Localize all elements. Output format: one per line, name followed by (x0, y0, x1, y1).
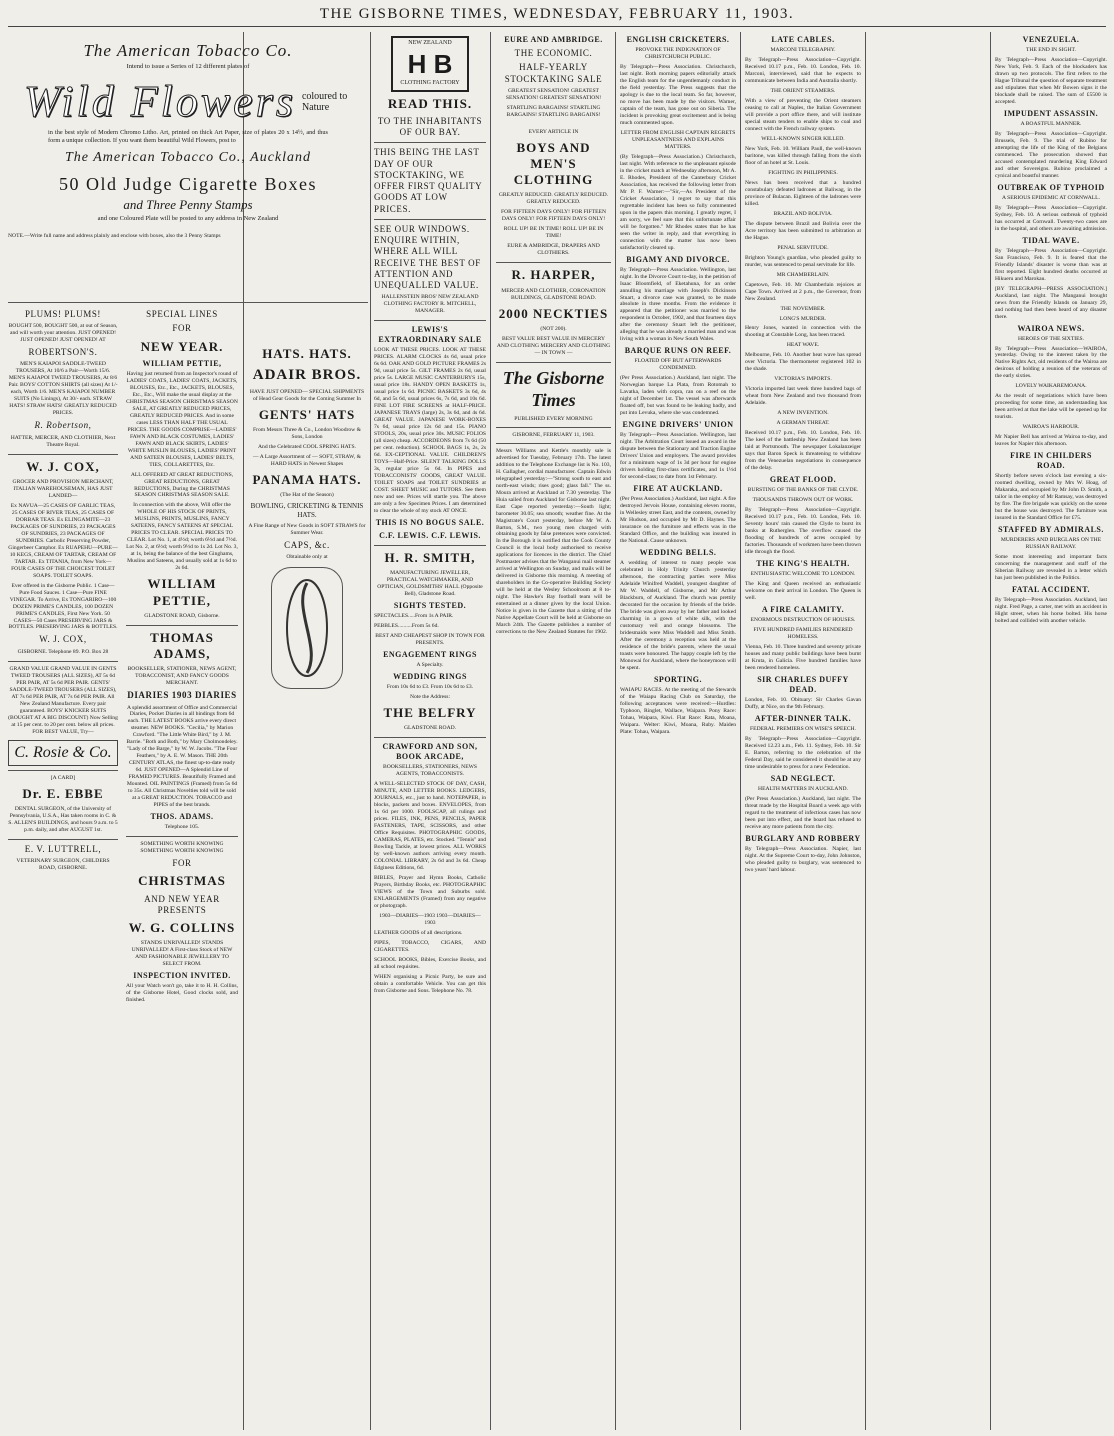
soft-hats: — A Large Assortment of — SOFT, STRAW, & HARD HATS in Newest Shapes (253, 454, 361, 468)
bargains: STARTLING BARGAINS! STARTLING BARGAINS! STARTLING BARGAINS! (506, 104, 601, 118)
barque-heading: BARQUE RUNS ON REEF. (624, 346, 732, 356)
robertson-role: HATTER, MERCER, AND CLOTHIER, Next Theatre Royal. (10, 434, 116, 448)
tobacco-address: The American Tobacco Co., Auckland (64, 150, 312, 166)
adams-role: BOOKSELLER, STATIONER, NEWS AGENT, TOBACCONIST, AND FANCY GOODS MERCHANT. (127, 666, 237, 687)
column-5 (496, 32, 611, 1430)
panama-heading: PANAMA HATS. (252, 472, 362, 488)
adair-from: From Messrs Three & Co., London Woodrow & Sons, London (253, 427, 361, 441)
crawford-diaries: 1903—DIARIES—1903 1903—DIARIES—1903 (379, 912, 481, 926)
cox-body: Ex NAVUA—25 CASES OF GARLIC TEAS, 25 CASES OF RIVER TEAS, 25 CASES OF DORBAR TEAS. Ex ELINGAMITE—23 PACKAGES OF SUNDRIES, 23 PACKAGES OF SUNDRIES, 23 PACKAGES OF SUNDRIES. Carbolic Preserving Powder, Gingerbeer Camphor. Ex RUAPEHU—PURE—10 KEGS, CREAM OF TARTAR, CREAM OF TARTAR. Ex TITANIA, from New York—FOUR CASES OF THE CHOICEST TOILET SOAPS. TOILET SOAPS. (8, 502, 118, 579)
neglect-sub: HEALTH MATTERS IN AUCKLAND. (758, 785, 848, 792)
crawford-role: BOOKSELLERS, STATIONERS, NEWS AGENTS, TOBACCONISTS. (382, 764, 478, 778)
harper-heading: R. HARPER, (511, 267, 596, 283)
penal-body: Brighton Young's guardian, who pleaded guilty to murder, was sentenced to penal servitude for life. (745, 254, 861, 268)
column-4 (374, 32, 486, 1430)
adair-heading: ADAIR BROS. (252, 367, 362, 384)
masthead-rule (8, 26, 1106, 27)
adams-body: A splendid assortment of Office and Commercial Diaries, Pocket Diaries in all bindings from 6d each. THE LATEST BOOKS arrive every direct steamer. NEW BOOKS. "Cecilia," by Marion Crawford. "The Little White Bird," by J. M. Barrie. "Both and Both," by Mary Cholmondeley. "Lady of the Barge," by W. W. Jacobs. "The Four Feathers," by A. E. W. Mason. THE 20th CENTURY ATLAS, the finest up-to-date ready 6d. JUST OPENED—A Splendid Line of FRAMED PICTURES. Beautifully Framed and Mounted. OIL PAINTINGS (Framed) from 5s 6d to 35s. All Christmas Novelties told will be sold at a GREAT REDUCTION. TOBACCO and PIPES of the best brands. (126, 704, 238, 809)
gents-hats: GENTS' HATS (258, 406, 356, 422)
heat-body: Melbourne, Feb. 10. Another heat wave has spread over Victoria. The thermometer registered 102 in the shade. (745, 352, 861, 373)
crawford-body: A WELL-SELECTED STOCK OF DAY, CASH, MINUTE, AND LETTER BOOKS. LEDGERS, JOURNALS, etc., just to hand. NOTEPAPER, in blocks, packets and boxes. ENVELOPES, from 1s 6d per 1000. FOOLSCAP, all rulings and prices. FILES, INK, PENS, PENCILS, PAPER FASTENERS, TAPE, SCISSORS, and other Office Requisites. PHOTOGRAPHIC GOODS, CAMERAS, PLATES, etc. Stocked. "Tennis" and Bowling Tackle, at lowest prices. ALL WORKS by well-known authors arriving every month. COLONIAL LIBRARY, 2s 6d and 3s 6d. Cheap Edginess Editions, 6d. (374, 781, 486, 871)
typhoid-heading: OUTBREAK OF TYPHOID (997, 182, 1105, 192)
crawford-school: SCHOOL BOOKS, Bibles, Exercise Books, and all school requisites. (374, 956, 486, 970)
murder-body: Henry Jones, wanted in connection with the shooting at Constable Long, has been traced. (745, 325, 861, 339)
wedding-heading: WEDDING BELLS. (639, 548, 717, 558)
admirals-heading: STAFFED BY ADMIRALS. (998, 525, 1104, 535)
obtainable: Obtainable only at (286, 554, 328, 561)
half-yearly: HALF-YEARLY STOCKTAKING SALE (504, 62, 603, 84)
tidal-heading: TIDAL WAVE. (1022, 235, 1080, 245)
rule (374, 737, 486, 738)
neckties-sub: (NOT 200). (540, 325, 567, 332)
local-news: Messrs Williams and Kettle's monthly sale is advertised for Tuesday, February 17th. The latest addition to the Telephone Exchange list is No. 103, H. Gallagher, cordial manufacturer. Captain Edwin telegraphed yesterday:—"Strong south to east and north-east winds; rises good; glass fall." The ss. Moura arrived at Auckland at 7.30 yesterday. The Huia sailed from Auckland for Gisborne last night. East Cape reported yesterday:—South light; barometer 30.05; sea smooth; weather fine. At the Magistrate's Court yesterday, before Mr W. A. Barton, S.M., two young men charged with obtaining goods by false pretences were convicted. In the Borough it is notified that the Cook County Council is the local body authorised to receive applications for licences in the district. The Chief Postmaster advises that the Wanganui mail steamer arrived at Wellington on Sunday, and mails will be delivered in Gisborne this morning. A meeting of shareholders in the Co-operative Building Society will be held at the Wesley Schoolroom at 8 to-night. The Hawke's Bay football team will be entertained at a dinner given by the local Union. Notice is given in the Gazette that a sitting of the Native Appellate Court will be held at Gisborne on March 24th. The Gazette publishes a number of corrections to the New Zealand Statutes for 1902. (496, 447, 611, 636)
orient-heading: THE ORIENT STEAMERS. (770, 87, 836, 94)
windows: SEE OUR WINDOWS. ENQUIRE WITHIN, WHERE ALL WILL RECEIVE THE BEST OF ATTENTION AND UNEQUALLED VALUE. (374, 223, 481, 290)
orient-body: With a view of preventing the Orient steamers ceasing to call at Naples, the Italian Government will provide a port office there, and will institute special steam tenders to enable ships to coal and connect with the French railway system. (745, 97, 861, 132)
diaries-banner: DIARIES 1903 DIARIES (127, 690, 237, 701)
sensation: GREATEST SENSATION! GREATEST SENSATION! GREATEST SENSATION! (505, 87, 602, 101)
collins-tail: All your Watch won't go, take it to H. H. Collins, of the Gisborne Hotel, Good clocks sold, and finished. (126, 983, 238, 1004)
harper-role: MERCER AND CLOTHIER, CORONATION BUILDINGS, GLADSTONE ROAD. (501, 287, 606, 301)
for-label: FOR (172, 323, 192, 334)
adair-body: HAVE JUST OPENED— SPECIAL SHIPMENTS of Head Gear Goods for the Coming Summer In (249, 389, 365, 402)
dinner-body: By Telegraph—Press Association—Copyright. Received 12.23 a.m., Feb. 11. Sydney, Feb. 10. Sir E. Barton, referring to the celebration of the Federal Day, said he considered it should be at any time undesirable to press for a new Federation. (745, 735, 861, 770)
wild-flowers-heading: Wild Flowers (24, 77, 296, 127)
eure-heading: EURE AND AMBRIDGE. (504, 35, 603, 44)
last-day: THIS BEING THE LAST DAY OF OUR STOCKTAKING, WE OFFER FIRST QUALITY GOODS AT LOW PRICES. (374, 147, 482, 214)
column-divider (490, 32, 491, 1430)
king-sub: ENTHUSIASTIC WELCOME TO LONDON. (750, 571, 856, 578)
dinner-sub: FEDERAL PREMIERS ON WISE'S SPEECH. (750, 725, 856, 732)
inspection-invited: INSPECTION INVITED. (133, 971, 231, 981)
lewis-heading: LEWIS'S EXTRAORDINARY SALE (378, 325, 482, 345)
luttrell-body: VETERINARY SURGEON, CHILDERS ROAD, GISBORNE. (16, 857, 110, 871)
flood-sub-2: THOUSANDS THROWN OUT OF WORK. (752, 497, 854, 504)
venezuela-body: By Telegraph—Press Association—Copyright. New York, Feb. 9. Each of the blockaders has drawn up two protocols. The first refers to the Hague Tribunal the question of separate treatment and stipulates that when Mr Bowen signs it the blockade shall be raised. The sum of £5500 is accepted. (995, 56, 1107, 105)
column-divider (370, 32, 371, 1430)
boys-mens-clothing: BOYS AND MEN'S CLOTHING (513, 139, 594, 188)
pettie-reductions: ALL OFFERED AT GREAT REDUCTIONS, GREAT REDUCTIONS, GREAT REDUCTIONS, During the CHRISTMAS SEASON CHRISTMAS SEASON SALE. (130, 471, 234, 499)
wedding-rings-sub: From 10s 6d to £3. From 10s 6d to £3. (386, 683, 474, 690)
new-year-heading: NEW YEAR. (140, 338, 224, 354)
german-heading: A GERMAN THREAT. (776, 420, 830, 427)
letter-heading: LETTER FROM ENGLISH CAPTAIN REGRETS UNPLEASANTNESS AND EXPLAINS MATTERS. (620, 129, 736, 150)
belfry-heading: THE BELFRY (383, 704, 477, 720)
lewis-body: LOOK AT THESE PRICES. LOOK AT THESE PRICES. ALARM CLOCKS 4s 6d, usual price 6s 6d. OAK AND GOLD PICTURE FRAMES 2s 9d, usual price 5s. GILT FRAMES 2s 6d, usual price 5s. LARGE MUSIC CANTERBURYS 15s, usual price 18s. HANDY OPEN BASKETS 1s, usual price 1s 6d. PICNIC BASKETS 3s 6d, 4s 6d, and 5s 6d, usual prices 6s, 7s 6d, and 10s 6d. FINE LOT FIRE SCREENS at HALF-PRICE. JAPANESE TRAYS (large) 2s, 3s 6d, and 4s 6d. GREAT VALUE. JAPANESE WORK-BOXES 7s 6d, usual price 12s 6d and 15s. PIANO STOOLS, 20s, usual price 30s. MUSIC FOLIOS (all sizes) cheap. ACCORDEONS from 7s 6d (50 per cent. reduction). SCHOOL BAGS 1s, 2s, 2s 6d. EX-CEPTIONAL VALUE. CHILDREN'S TOYS—Half-Price. SILENT TALKING DOLLS 3s, regular price 5s 6d. In PIPES and TOBACCONISTS' GOODS, GREAT VALUE. TOILET SOAPS and TOILET SUNDRIES at COST. SHEET MUSIC and TUTORS. See them now and see. Prices will startle you. The above are only a few Specimen Prices. I am determined to clear the whole of my stock AT ONCE. (374, 347, 486, 514)
summer-range: A Fine Range of New Goods in SOFT STRAWS for Summer Wear. (248, 522, 366, 536)
adams-signature: THOS. ADAMS. (150, 812, 214, 822)
imports-heading: VICTORIA'S IMPORTS. (774, 376, 832, 383)
panama-sub: (The Hat of the Season) (280, 492, 334, 499)
christmas-heading: CHRISTMAS (138, 873, 226, 889)
cricketers-sub: PROVOKE THE INDIGNATION OF CHRISTCHURCH PUBLIC. (635, 47, 721, 60)
brazil-heading: BRAZIL AND BOLIVIA. (773, 210, 833, 217)
childers-body: Shortly before seven o'clock last evening a six-roomed dwelling, owned by Mrs W. Hoag, of Makaraka, and occupied by Mr John D. Smith, a tailor in the employ of Mr Ramsay, was destroyed by fire. The fire brigade was quickly on the scene but the house was destroyed. The furniture was insured in the Standard Office for £75. (995, 473, 1107, 522)
duffy-body: London, Feb. 10. Obituary: Sir Charles Gavan Duffy, at Nice, on the 9th February. (745, 696, 861, 710)
brazil-body: The dispute between Brazil and Bolivia over the Acre territory has been submitted to arbitration at the Hague. (745, 220, 861, 241)
plums-heading: PLUMS! PLUMS! (24, 309, 102, 319)
logo-mark: H B (407, 48, 453, 79)
published-every-morning: PUBLISHED EVERY MORNING (514, 415, 593, 422)
admirals-sub: MURDERERS AND BURGLARS ON THE RUSSIAN RAILWAY. (1000, 537, 1102, 551)
typhoid-body: By Telegraph—Press Association—Copyright. Sydney, Feb. 10. A serious outbreak of typhoid has occurred at Cornwall. Twenty-two cases are in the hospital, and others are awaiting admission. (995, 204, 1107, 232)
calamity-body: Vienna, Feb. 10. Three hundred and seventy private houses and many public buildings have been burnt at Kruta, in Galicia. Five hundred families have been rendered homeless. (745, 643, 861, 671)
chamberlain-body: Capetown, Feb. 10. Mr Chamberlain rejoices at Cape Town. Arrived at 2 p.m., the Governor, from New Zealand. (745, 281, 861, 302)
cox-address: GISBORNE. Telephone 89. P.O. Box 28 (17, 648, 109, 655)
cricketers-body: By Telegraph—Press Association. Christchurch, last night. Both morning papers editorially attack the English team for the ungentlemanly conduct in the field yesterday. The Press suggests that the apology is due to the local team. So far, however, no move has been made by the visitors. Warner, captain of the team, has gone out on Siberia. The incident is provoking great excitement and is being much commented upon. (620, 63, 736, 126)
venezuela-heading: VENEZUELA. (1022, 35, 1080, 44)
fire-auckland-heading: FIRE AT AUCKLAND. (633, 484, 723, 494)
king-heading: THE KING'S HEALTH. (756, 559, 850, 569)
rule (374, 545, 486, 546)
rule (496, 362, 611, 363)
hb-signature: HALLENSTEIN BROS' NEW ZEALAND CLOTHING FACTORY R. MITCHELL, MANAGER. (381, 294, 479, 315)
wairoa-body: By Telegraph—Press Association—WAIROA, yesterday. Owing to the interest taken by the Native Rights Act, old residents of the Wairoa are desirous of holding a reunion of the veterans of the early sixties. (995, 345, 1107, 380)
rule (8, 770, 118, 771)
flood-heading: GREAT FLOOD. (769, 475, 837, 485)
philippines-heading: FIGHTING IN PHILIPPINES. (768, 169, 838, 176)
rule (8, 839, 118, 840)
pettie-address: GLADSTONE ROAD, Gisborne. (144, 612, 220, 619)
neglect-body: (Per Press Association.) Auckland, last night. The threat made by the Hospital Board a week ago with regard to the treatment of infectious cases has now been put into effect, and the board has refused to receive any more patients from the city. (745, 795, 861, 830)
for-label-2: FOR (172, 858, 192, 869)
tobacco-advertisement (8, 32, 368, 302)
caps: CAPS, &c. (284, 539, 330, 550)
bigamy-heading: BIGAMY AND DIVORCE. (626, 254, 730, 264)
flood-sub: BURSTING OF THE BANKS OF THE CLYDE. (747, 487, 859, 494)
issue-date: GISBORNE, FEBRUARY 11, 1903. (512, 431, 595, 438)
neglect-heading: SAD NEGLECT. (770, 773, 836, 783)
marconi-heading: MARCONI TELEGRAPHY. (770, 47, 836, 53)
crawford-leather: LEATHER GOODS of all descriptions. (374, 929, 463, 936)
column-7 (745, 32, 861, 1430)
cricketers-heading: ENGLISH CRICKETERS. (626, 35, 730, 44)
lovely-body: As the result of negotiations which have been proceeding for some time, an understanding has been arrived at that the lake will be opened up for tourists. (995, 393, 1107, 421)
rule (496, 427, 611, 428)
imports-body: Victoria imported last week three hundred bags of wheat from New Zealand and two thousand from Adelaide. (745, 386, 861, 407)
ebbe-body: DENTAL SURGEON, of the University of Pennsylvania, U.S.A., Has taken rooms in C. & S. ALLEN'S BUILDINGS, and hours 9 a.m. to 5 p.m. daily, and after AUGUST 1st. (8, 805, 118, 833)
pettie-heading: WILLIAM PETTIE, (142, 358, 222, 368)
column-3 (248, 306, 366, 1430)
column-divider (865, 32, 866, 1430)
calamity-heading: A FIRE CALAMITY. (761, 605, 845, 614)
assassin-sub: A BOASTFUL MANNER. (1020, 120, 1082, 127)
bowling: BOWLING, CRICKETING & TENNIS HATS. (250, 502, 364, 520)
special-lines: SPECIAL LINES (146, 309, 218, 319)
pettie-body: Having just returned from an Inspector's round of LADIES' COATS, LADIES' COATS, JACKETS, BLOUSES, Etc., Etc., JACKETS, BLOUSES, Etc., Etc., Will make the usual display at the CHRISTMAS SEASON CHRISTMAS SEASON SALE, AT GREATLY REDUCED PRICES, GREATLY REDUCED PRICES. And in some cases LESS THAN HALF THE USUAL PRICES. THE GOODS COMPRISE—LADIES' FAWN AND BLACK COSTUMES, LADIES' FAWN AND BLACK SKIRTS, LADIES' WHITE MUSLIN BLOUSES, LADIES' PRINT AND SATEEN BLOUSES, LADIES' BELTS, TIES, COLLARETTES, Etc. (126, 370, 238, 468)
robertson-heading: ROBERTSON'S. (28, 347, 98, 358)
column-6 (620, 32, 736, 1430)
neckties: 2000 NECKTIES (498, 305, 609, 321)
rule (374, 320, 486, 321)
column-divider (615, 32, 616, 1430)
wedding-body: A wedding of interest to many people was celebrated in Holy Trinity Church yesterday afternoon, the contracting parties were Miss Adelaide Winifred Waddell, youngest daughter of Mr W. Waddell, of Gisborne, and Mr Arthur Blackburn, of Auckland. The church was prettily decorated for the occasion by friends of the bride. The bride was given away by her father and looked charming in a gown of white silk, with the customary veil and orange blossoms. The bridesmaids were Miss Waddell and Miss Smith. After the ceremony a reception was held at the residence of the bride's parents, where the usual toasts were honoured. The happy couple left by the Monowai for Auckland, where the honeymoon will be spent. (620, 560, 736, 671)
robertson-signature: R. Robertson, (34, 420, 92, 431)
childers-heading: FIRE IN CHILDERS ROAD. (1010, 451, 1092, 471)
adams-telephone: Telephone 105. (164, 824, 200, 831)
no-bogus: THIS IS NO BOGUS SALE. (375, 517, 485, 527)
rule (374, 142, 486, 143)
tidal-body: By Telegraph—Press Association—Copyright. San Francisco, Feb. 9. It is feared that the Friendly Islands' disaster is worse than was at first reported. Eight hundred deaths occurred at Hikueru and Marokau. (995, 247, 1107, 282)
burglary-heading: BURGLARY AND ROBBERY (745, 833, 861, 843)
adams-heading: THOMAS ADAMS, (150, 629, 214, 662)
murder-heading: LONG'S MURDER. (779, 315, 827, 322)
november-heading: THE NOVEMBER. (780, 305, 826, 312)
greatly-reduced: GREATLY REDUCED. GREATLY REDUCED. GREATLY REDUCED. (498, 192, 609, 206)
luttrell-heading: E. V. LUTTRELL, (24, 843, 102, 854)
dinner-heading: AFTER-DINNER TALK. (754, 713, 852, 723)
engagement-rings: ENGAGEMENT RINGS (383, 649, 477, 659)
fatal-body: By Telegraph—Press Association. Auckland, last night. Fred Page, a carter, met with an accident in Hight street, when his horse bolted. His horse bolted and collided with another vehicle. (995, 597, 1107, 625)
assassin-heading: IMPUDENT ASSASSIN. (1003, 108, 1099, 118)
heat-heading: HEAT WAVE. (786, 342, 820, 349)
tobacco-post: and one Coloured Plate will be posted to any address in New Zealand (97, 215, 279, 223)
adair-logo-seal (271, 567, 343, 689)
every-article: EVERY ARTICLE IN (528, 128, 579, 135)
philippines-body: News has been received that a hundred constabulary defeated ladrones at Baliwag, in the province of Bulacan. Eighteen of the ladrones were killed. (745, 179, 861, 207)
penal-heading: PENAL SERVITUDE. (777, 244, 829, 251)
king-body: The King and Queen received an enthusiastic welcome on their arrival in London. The Queen is well. (745, 581, 861, 602)
fire-auckland-body: (Per Press Association.) Auckland, last night. A fire destroyed Jervois House, containing eleven rooms, in Wellesley street East, and the contents, owned by Mr Hudson, and occupied by Mr D. Haynes. The insurance on the furniture and effects was in the Standard Office, and the building was insured in the National. Cause unknown. (620, 496, 736, 545)
ad-divider (8, 302, 368, 303)
ornament-icon (282, 573, 332, 683)
late-cables-heading: LATE CABLES. (771, 35, 835, 44)
hb-clothing-logo (391, 36, 469, 92)
logo-bottom: CLOTHING FACTORY (400, 80, 460, 86)
spectacles: SPECTACLES.....From 1s A PAIR. (374, 613, 454, 620)
cox-role: GROCER AND PROVISION MERCHANT, ITALIAN WAREHOUSEMAN, HAS JUST LANDED— (12, 478, 114, 499)
typhoid-sub: A SERIOUS EPIDEMIC AT CORNWALL. (1002, 194, 1100, 201)
something-worth-knowing: SOMETHING WORTH KNOWING SOMETHING WORTH KNOWING (140, 841, 224, 855)
hats-heading: HATS. HATS. (262, 346, 352, 361)
tobacco-intro: Intend to issue a Series of 12 different plates of (126, 63, 250, 71)
sporting-body: WAIAPU RACES. At the meeting of the Stewards of the Waiapu Racing Club on Saturday, the following acceptances were received:—Hurdles: Typhoon, Ringlet, Wallace, Waipara. Pony Race: Tohau, Waipara, Kiwi. Flat Race: Rata, Moana, Waipara. Welter: Kiwi, Moana, Ruby. Maiden Plate: Tohau, Waipara. (620, 686, 736, 735)
rule (8, 454, 118, 455)
tobacco-note: NOTE.—Write full name and address plainly and enclose with boxes, also the 3 Penny Stamps (8, 233, 221, 240)
cox-tail: Ever offered in the Gisborne Public. 1 Case—Pure Food Sauces. 1 Case—Pure FINE VINEGAR. To Arrive, Ex TONGARIRO—100 DOZEN PRIME'S CANDLES, 100 DOZEN PRIME'S CANDLES, First New York. 50 CASES—50 Cases PRESERVING JARS & BOTTLES. PRESERVING JARS & BOTTLES. (8, 582, 118, 631)
judge-boxes: 50 Old Judge Cigarette Boxes (59, 173, 317, 194)
column-8 (995, 32, 1107, 1430)
new-year-presents: AND NEW YEAR PRESENTS (144, 893, 220, 915)
pettie-signature: WILLIAM PETTIE, (147, 576, 217, 608)
wairoa-sub: HEROES OF THE SIXTIES. (1017, 335, 1085, 342)
burglary-body: By Telegraph—Press Association. Napier, last night. At the Supreme Court to-day, John Johnston, who pleaded guilty to burglary, was sentenced to two years' hard labour. (745, 845, 861, 873)
eure-signature: EURE & AMBRIDGE, DRAPERS AND CLOTHIERS. (507, 243, 600, 257)
marconi-body: By Telegraph—Press Association—Copyright. Received 10.17 p.m., Feb. 10. London, Feb. 10. Marconi, interviewed, said that he expects to communicate between India and Australia shortly. (745, 56, 861, 84)
rosie-signature: C. Rosie & Co. (8, 740, 118, 766)
sporting-heading: SPORTING. (653, 674, 702, 684)
roll-up: ROLL UP! BE IN TIME! ROLL UP! BE IN TIME! (503, 226, 604, 240)
specialty: A Specialty. (416, 661, 444, 668)
trousers-value: GRAND VALUE GRAND VALUE IN GENTS TWEED TROUSERS (ALL SIZES), AT 5s 6d PER PAIR, AT 5s 6d PER PAIR. GENTS' SADDLE-TWEED TROUSERS (ALL SIZES), AT 7s 6d PER PAIR, AT 7s 6d PER PAIR. All New Zealand Manufacture. Every pair guaranteed. BOYS' KNICKER SUITS (BOUGHT AT A BIG DISCOUNT) Now Selling at 15 per cent. to 20 per cent. below all prices. FOR BEST VALUE, Try— (8, 665, 118, 735)
invention-heading: A NEW INVENTION. (777, 410, 829, 417)
drivers-body: By Telegraph—Press Association. Wellington, last night. The Arbitration Court issued an award in the dispute between the Stationary and Traction Engine Drivers' Union and employers. The award provides for a minimum wage of 1s 3d per hour for engine drivers holding first-class certificates, and 1s 1½d for second-class; to date from 1st February. (620, 432, 736, 481)
ebbe-card-label: [A CARD] (50, 774, 76, 781)
plums-body: BOUGHT 500, BOUGHT 500, at out of Season, and will worth your attention. JUST OPENED! JUST OPENED! JUST OPENED! AT (8, 323, 118, 344)
crawford-bibles: BIBLES, Prayer and Hymn Books, Catholic Prayers, Birthday Books, etc. PHOTOGRAPHIC VIEWS of the Town and Suburbs sold. ENLARGEMENTS (Framed) from any negative or photograph. (374, 874, 486, 909)
tobacco-title: The American Tobacco Co. (83, 41, 293, 60)
chamberlain-heading: MR CHAMBERLAIN. (776, 271, 830, 278)
fifteen-days: FOR FIFTEEN DAYS ONLY! FOR FIFTEEN DAYS ONLY! FOR FIFTEEN DAYS ONLY! (500, 209, 607, 223)
cf-lewis: C.F. LEWIS. C.F. LEWIS. (379, 530, 481, 540)
column-1 (8, 306, 118, 1430)
harbour-heading: WAIROA'S HARBOUR. (1022, 424, 1080, 431)
pebbles: PEBBLES..........From 5s 6d. (374, 623, 439, 629)
read-this: READ THIS. (387, 95, 473, 111)
flood-body: By Telegraph—Press Association—Copyright. Received 10.17 p.m., Feb. 10. London, Feb. 10. Seventy hours' rain caused the Clyde to burst its banks at Rutherglen. The overflow caused the flooding of hundreds of acres occupied by factories. Thousands of workmen have been thrown idle through the flood. (745, 507, 861, 556)
crawford-heading: CRAWFORD AND SON, BOOK ARCADE, (382, 742, 478, 762)
duffy-heading: SIR CHARLES DUFFY DEAD. (757, 674, 849, 694)
fatal-heading: FATAL ACCIDENT. (1011, 585, 1091, 595)
economic-heading: THE ECONOMIC. (514, 48, 593, 58)
coloured-to-nature: coloured to Nature (301, 90, 348, 113)
bigamy-body: By Telegraph—Press Association. Wellington, last night. In the Divorce Court to-day, in the petition of Isaac Bloomfield, of Eketahuna, for an order annulling his marriage with Joseph's Dickinson Stuart, a divorce case was granted, to be made absolute in three months. From the evidence it appeared that the petitioner was married to the respondent in October, 1902, and that fourteen days after the ceremony Stuart left the petitioner, alleging that he was already a married man and was living with a woman in New South Wales. (620, 266, 736, 343)
three-penny-stamps: and Three Penny Stamps (123, 197, 253, 213)
cox-heading: W. J. COX, (26, 458, 100, 474)
rule (496, 443, 611, 444)
rule (8, 661, 118, 662)
rule (126, 625, 238, 626)
ebbe-heading: Dr. E. EBBE (22, 785, 104, 801)
harbour-body: Mr Napier Bell has arrived at Wairoa to-day, and leaves for Napier this afternoon. (995, 434, 1107, 448)
rule (374, 219, 486, 220)
smith-heading: H. R. SMITH, (384, 549, 476, 565)
german-body: Received 10.17 p.m., Feb. 10. London, Feb. 10. The keel of the battleship New Zealand has been laid at Portsmouth. The newspaper Lokalanzeiger says that Baron Speck is threatening to withdraw from the Venezuelan negotiations in consequence of the delay. (745, 430, 861, 472)
venezuela-sub: THE END IN SIGHT. (1026, 47, 1076, 53)
column-2 (126, 306, 238, 1430)
rule (126, 836, 238, 837)
tobacco-body: in the best style of Modern Chromo Litho. Art, printed on thick Art Paper, size of plates 20 x 14½, and thus form a unique collection. If you want them beautiful Wild Flowers, post to (48, 129, 328, 145)
calamity-sub-2: FIVE HUNDRED FAMILIES RENDERED HOMELESS. (753, 626, 853, 640)
collins-body: STANDS UNRIVALLED! STANDS UNRIVALLED! A First-class Stock of NEW AND FASHIONABLE JEWELLERY TO SELECT FROM. (131, 940, 233, 968)
barque-sub: FLOATED OFF BUT AFTERWARDS CONDEMNED. (634, 358, 722, 372)
collins-heading: W. G. COLLINS (128, 920, 236, 936)
wedding-rings: WEDDING RINGS (393, 671, 467, 681)
lovely-heading: LOVELY WAIKAREMOANA. (1015, 383, 1087, 390)
pettie-body-2: In connection with the above, Will offer the WHOLE OF HIS STOCK OF PRINTS, MUSLINS, PRINTS, MUSLINS, FANCY SATEENS, FANCY SATEENS AT SPECIAL PRICES TO CLEAR. SPECIAL PRICES TO CLEAR. Lot No. 1, at 4½d; worth 6½d and 7½d. Lot No. 2, at 6½d; worth 9½d to 1s 2d. Lot No. 3, at 1s, being the balance of the best Ginghams, Muslins and Sateens, and usually sold at 1s 6d to 2s 6d. (126, 502, 238, 572)
gisborne-times-title: The Gisborne Times (502, 367, 605, 411)
logo-top: NEW ZEALAND (408, 40, 452, 46)
barque-body: (Per Press Association.) Auckland, last night. The Norwegian barque La Plata, from Rotomah to Lavatka, laden with copra, ran on a reef on the night of December 1st. The vessel was afterwards floated off, but was found to be leaking badly, and put into Levuka, where she was condemned. (620, 375, 736, 417)
singer-body: New York, Feb. 10. William Paull, the well-known baritone, was killed through falling from the sixth floor of an hotel at St. Louis. (745, 145, 861, 166)
picnic-notice: WHEN organising a Picnic Party, be sure and obtain a comfortable Vehicle. You can get this from Gisborne and Sons. Telephone No. 78. (374, 973, 486, 994)
masthead: THE GISBORNE TIMES, WEDNESDAY, FEBRUARY 11, 1903. (319, 6, 795, 22)
best-value: BEST VALUE BEST VALUE IN MERCERY AND CLOTHING MERCERY AND CLOTHING — IN TOWN — (496, 335, 611, 356)
column-divider (990, 32, 991, 1430)
assassin-body: By Telegraph—Press Association—Copyright. Brussels, Feb. 9. The trial of Rubino for attempting the life of the King of the Belgians commenced. The prosecution showed that accused contemplated murdering King Edward and other Sovereigns. Rubino proclaimed a cynical and boastful manner. (995, 130, 1107, 179)
calamity-sub: ENORMOUS DESTRUCTION OF HOUSES. (750, 617, 856, 623)
tidal-body-2: [BY TELEGRAPH—PRESS ASSOCIATION.] Auckland, last night. The Manganui brought news from the Friendly Islands on January 29, and nothing had then been heard of any disaster there. (995, 285, 1107, 320)
best-shop: BEST AND CHEAPEST SHOP IN TOWN FOR PRESENTS. (375, 632, 485, 646)
admirals-body: Some most interesting and important facts concerning the management and staff of the Siberian Railway are revealed in a letter which has just been published in the Politics. (995, 554, 1107, 582)
crawford-pipes: PIPES, TOBACCO, CIGARS, AND CIGARETTES. (374, 939, 486, 953)
column-divider (740, 32, 741, 1430)
cox-signature: W. J. COX, (39, 634, 87, 645)
singer-heading: WELL-KNOWN SINGER KILLED. (761, 135, 845, 142)
robertson-body: MEN'S KAIAPOI SADDLE-TWEED TROUSERS, At 10/6 a Pair—Worth 15/6. MEN'S KAIAPOI TWEED TROUSERS, At 8/6 Pair. BOYS' COTTON SHIRTS (all sizes) At 1/- each, Worth 1/6. MEN'S KAIAPOI NUMBER SUITS (No Linings), At 30/- each. STRAW HATS! STRAW HATS! GREATLY REDUCED PRICES. (8, 361, 118, 417)
rule (496, 262, 611, 263)
to-inhabitants: TO THE INHABITANTS OF OUR BAY. (377, 115, 483, 137)
drivers-heading: ENGINE DRIVERS' UNION (622, 420, 734, 430)
wairoa-heading: WAIROA NEWS. (1017, 323, 1085, 333)
note-address: Note the Address: (409, 693, 451, 700)
belfry-address: GLADSTONE ROAD. (403, 725, 457, 732)
letter-body: (By Telegraph—Press Association.) Christchurch, last night. With reference to the unpleasant episode in the cricket match at Wednesday afternoon, Mr A. E. Rhodes, President of the Canterbury Cricket Association, has received the following letter from Mr P. F. Warner:—"Sir,—As President of the Cricket Association, I regret to say that this regrettable incident has been so fully commented upon in the papers this morning. I greatly regret, I am sorry, we feel sure that this unfortunate affair will be forgotten." Mr Rhodes states that he has seen the writer in reply, and that everything in connection with the matter has now been satisfactorily cleared up. (620, 153, 736, 251)
celebrated: And the Celebrated COOL SPRING HATS. (258, 444, 356, 451)
sights-tested: SIGHTS TESTED. (393, 601, 467, 611)
smith-role: MANUFACTURING JEWELLER, PRACTICAL WATCHMAKER, AND OPTICIAN, GOLDSMITHS' HALL (Opposite Bell), Gladstone Road. (377, 570, 483, 598)
